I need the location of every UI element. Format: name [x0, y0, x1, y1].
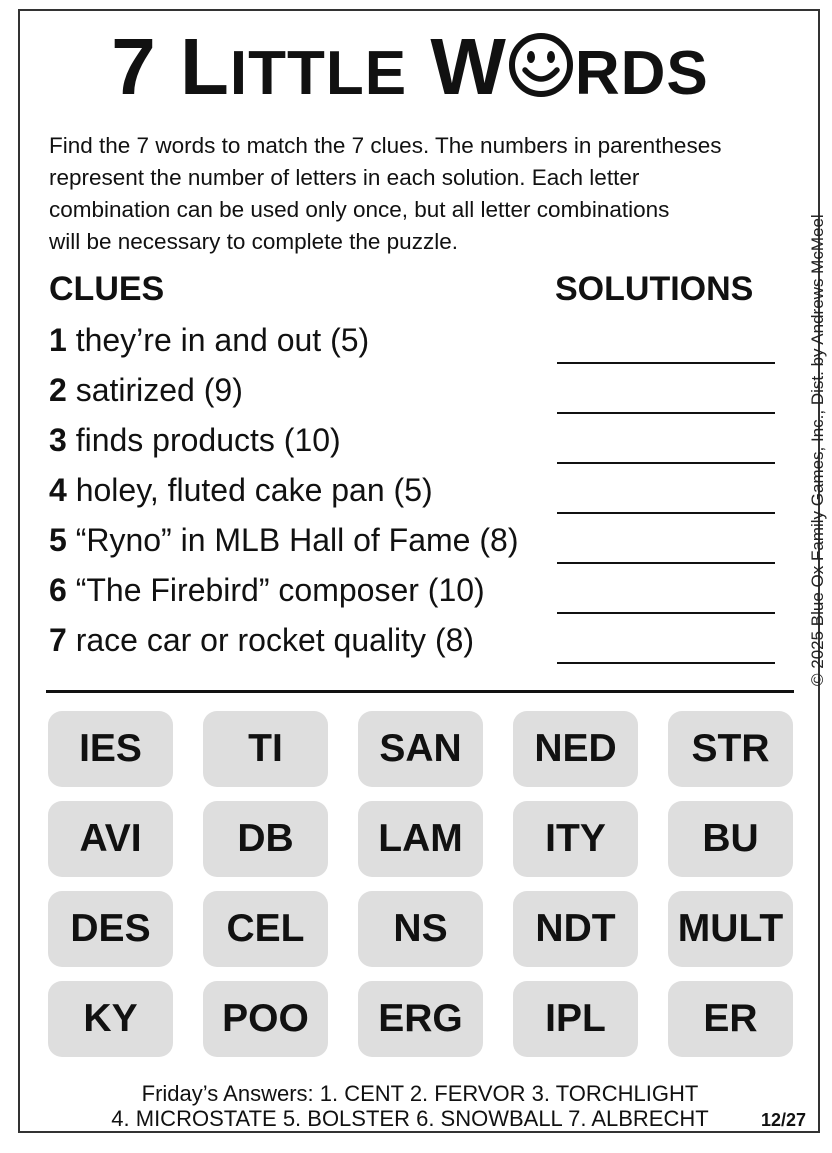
clue-number: 7 — [49, 622, 67, 658]
clue-text: race car or rocket quality (8) — [66, 622, 475, 658]
copyright-credit: © 2025 Blue Ox Family Games, Inc., Dist. by Andrews McMeel — [808, 214, 827, 686]
clue-text: “The Firebird” composer (10) — [66, 572, 485, 608]
letter-tile[interactable]: LAM — [358, 801, 483, 877]
title-letter-w: W — [430, 22, 507, 111]
section-divider — [46, 690, 794, 693]
title-rds: RDS — [574, 39, 709, 108]
letter-tile[interactable]: IES — [48, 711, 173, 787]
letter-tile[interactable]: AVI — [48, 801, 173, 877]
instructions-line: Find the 7 words to match the 7 clues. The numbers in parentheses — [49, 133, 722, 158]
clue-text: holey, fluted cake pan (5) — [66, 472, 433, 508]
clue-row-5 — [49, 522, 777, 568]
letter-tile[interactable]: ITY — [513, 801, 638, 877]
letter-tile[interactable]: ER — [668, 981, 793, 1057]
instructions-line: combination can be used only once, but all letter combinations — [49, 197, 670, 222]
clue-number: 2 — [49, 372, 67, 408]
solution-blank-4[interactable] — [557, 512, 775, 514]
instructions — [49, 130, 799, 258]
title-ittle: ITTLE — [229, 39, 408, 108]
clue-row-2 — [49, 372, 777, 418]
clue-number: 4 — [49, 472, 67, 508]
clue-number: 5 — [49, 522, 67, 558]
solution-blank-3[interactable] — [557, 462, 775, 464]
title-seven: 7 — [111, 22, 157, 111]
letter-tile[interactable]: KY — [48, 981, 173, 1057]
clue-row-1 — [49, 322, 777, 368]
letter-tile[interactable]: POO — [203, 981, 328, 1057]
instructions-line: represent the number of letters in each solution. Each letter — [49, 165, 640, 190]
clue-text: they’re in and out (5) — [66, 322, 370, 358]
letter-tile[interactable]: TI — [203, 711, 328, 787]
solutions-heading: SOLUTIONS — [555, 270, 754, 308]
solution-blank-7[interactable] — [557, 662, 775, 664]
title-letter-l: L — [180, 22, 230, 111]
letter-tile[interactable]: SAN — [358, 711, 483, 787]
clue-number: 6 — [49, 572, 67, 608]
clue-text: “Ryno” in MLB Hall of Fame (8) — [66, 522, 519, 558]
letter-tile[interactable]: ERG — [358, 981, 483, 1057]
letter-tile[interactable]: STR — [668, 711, 793, 787]
clues-heading: CLUES — [49, 270, 165, 308]
clue-row-4 — [49, 472, 777, 518]
solution-blank-2[interactable] — [557, 412, 775, 414]
previous-answers-line-2: 4. MICROSTATE 5. BOLSTER 6. SNOWBALL 7. ALBRECHT — [111, 1106, 709, 1131]
clue-text: finds products (10) — [66, 422, 341, 458]
instructions-line: will be necessary to complete the puzzle. — [49, 229, 458, 254]
letter-tile[interactable]: BU — [668, 801, 793, 877]
letter-tile[interactable]: CEL — [203, 891, 328, 967]
clue-row-6 — [49, 572, 777, 618]
solution-blank-1[interactable] — [557, 362, 775, 364]
letter-tile[interactable]: MULT — [668, 891, 793, 967]
letter-tile[interactable]: NED — [513, 711, 638, 787]
letter-tile[interactable]: IPL — [513, 981, 638, 1057]
clue-number: 3 — [49, 422, 67, 458]
solution-blank-5[interactable] — [557, 562, 775, 564]
solution-blank-6[interactable] — [557, 612, 775, 614]
previous-answers-line-1: Friday’s Answers: 1. CENT 2. FERVOR 3. TORCHLIGHT — [141, 1081, 699, 1106]
clue-text: satirized (9) — [66, 372, 243, 408]
smiley-face-icon — [508, 32, 574, 98]
puzzle-date: 12/27 — [761, 1110, 807, 1130]
clue-row-3 — [49, 422, 777, 468]
letter-tile[interactable]: DB — [203, 801, 328, 877]
letter-tile[interactable]: NS — [358, 891, 483, 967]
page-title — [0, 22, 820, 119]
clue-number: 1 — [49, 322, 67, 358]
letter-tile[interactable]: DES — [48, 891, 173, 967]
clue-row-7 — [49, 622, 777, 668]
letter-tile[interactable]: NDT — [513, 891, 638, 967]
